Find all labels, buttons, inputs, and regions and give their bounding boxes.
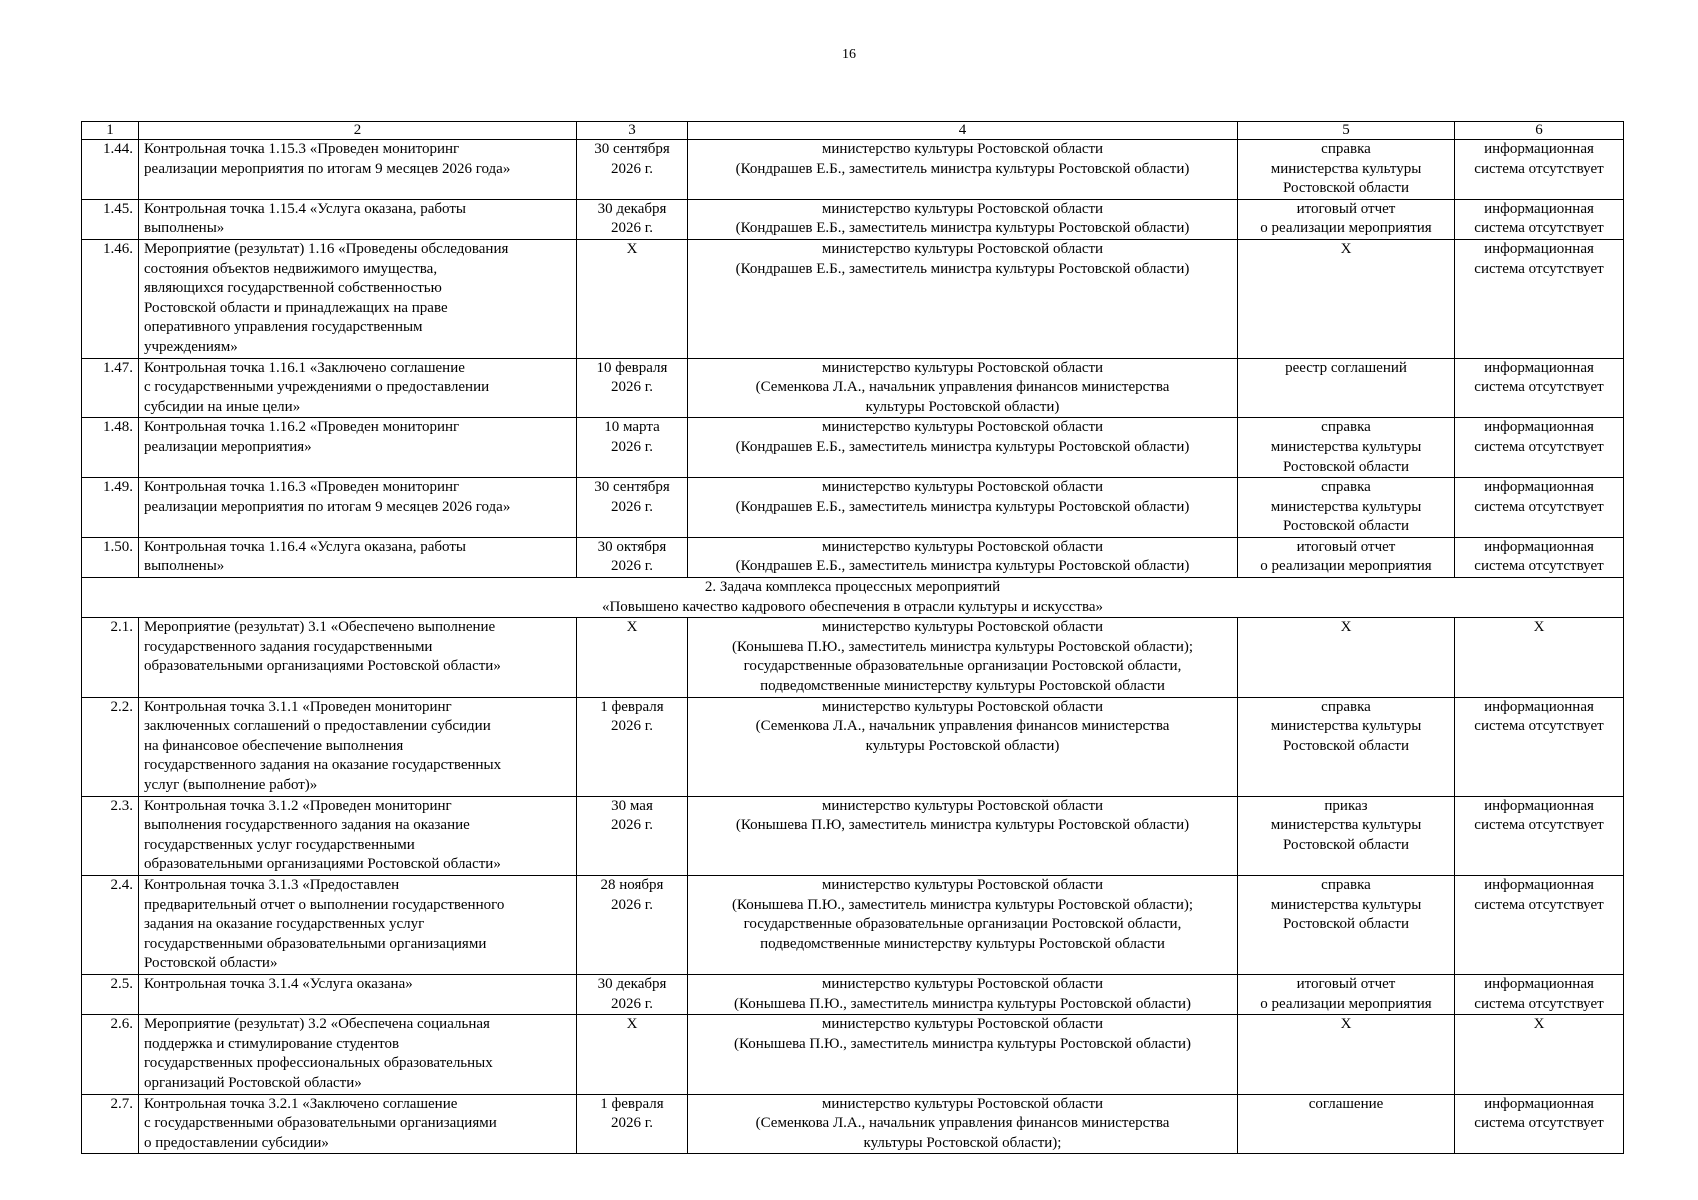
info-system-line: Х <box>1533 1016 1545 1033</box>
document-type-line: итоговый отчет <box>1296 200 1396 217</box>
event-name-line: Контрольная точка 1.16.4 «Услуга оказана, работы <box>144 538 466 555</box>
event-name-line: Контрольная точка 1.15.3 «Проведен мониторинг <box>144 141 460 157</box>
deadline-cell <box>577 796 688 875</box>
event-name-line: на финансовое обеспечение выполнения <box>144 737 404 754</box>
info-system-cell <box>1455 537 1624 577</box>
responsible-line: (Кондрашев Е.Б., заместитель министра культуры Ростовской области) <box>735 438 1190 455</box>
info-system-line: система отсутствует <box>1474 160 1604 177</box>
deadline-cell <box>577 697 688 796</box>
responsible-line: государственные образовательные организации Ростовской области, <box>743 916 1182 933</box>
responsible-cell <box>688 796 1238 875</box>
responsible-cell <box>688 1015 1238 1094</box>
responsible-line: (Кондрашев Е.Б., заместитель министра культуры Ростовской области) <box>735 220 1190 237</box>
responsible-line: подведомственные министерству культуры Ростовской области <box>760 935 1165 952</box>
event-name-cell <box>139 537 577 577</box>
deadline-cell <box>577 974 688 1014</box>
document-type-line: Х <box>1340 1016 1352 1033</box>
header-col-5: 5 <box>1238 122 1455 140</box>
event-name-line: выполнения государственного задания на оказание <box>144 817 470 834</box>
table-row <box>82 478 1624 538</box>
info-system-line: система отсутствует <box>1474 220 1604 237</box>
table-row <box>82 796 1624 875</box>
responsible-cell <box>688 697 1238 796</box>
deadline-line: 30 октября <box>597 538 667 555</box>
event-name-line: образовательными организациями Ростовской области» <box>144 658 501 675</box>
header-col-4: 4 <box>688 122 1238 140</box>
row-number-cell: 1.45. <box>82 199 139 239</box>
row-number-cell: 2.7. <box>82 1094 139 1154</box>
header-col-1: 1 <box>82 122 139 140</box>
responsible-cell <box>688 418 1238 478</box>
document-type-line: приказ <box>1324 797 1368 814</box>
section-title-line: 2. Задача комплекса процессных мероприятий <box>704 579 1001 596</box>
deadline-line: 2026 г. <box>611 896 653 913</box>
responsible-cell <box>688 537 1238 577</box>
responsible-line: министерство культуры Ростовской области <box>821 479 1104 496</box>
responsible-cell <box>688 618 1238 697</box>
document-type-cell <box>1238 537 1455 577</box>
table-row <box>82 875 1624 974</box>
row-number-cell: 1.44. <box>82 140 139 200</box>
deadline-line: 2026 г. <box>611 438 653 455</box>
document-type-cell <box>1238 796 1455 875</box>
document-type-line: о реализации мероприятия <box>1260 220 1432 237</box>
info-system-cell <box>1455 239 1624 358</box>
document-type-line: министерства культуры <box>1270 718 1422 735</box>
event-name-line: Контрольная точка 1.16.2 «Проведен мониторинг <box>144 419 460 436</box>
event-name-line: государственного задания на оказание государственных <box>144 757 502 774</box>
event-name-cell <box>139 1015 577 1094</box>
info-system-cell <box>1455 697 1624 796</box>
responsible-line: министерство культуры Ростовской области <box>821 538 1104 555</box>
deadline-cell <box>577 418 688 478</box>
document-type-line: Х <box>1340 619 1352 636</box>
info-system-line: информационная <box>1484 200 1594 217</box>
document-type-line: справка <box>1321 141 1371 157</box>
event-name-line: Ростовской области и принадлежащих на праве <box>144 299 448 316</box>
responsible-line: культуры Ростовской области); <box>863 1134 1062 1151</box>
event-name-line: Контрольная точка 1.16.1 «Заключено соглашение <box>144 359 465 376</box>
event-name-line: задания на оказание государственных услуг <box>144 916 425 933</box>
event-name-line: Контрольная точка 3.1.1 «Проведен мониторинг <box>144 698 452 715</box>
table-row <box>82 140 1624 200</box>
row-number-cell: 1.47. <box>82 358 139 418</box>
deadline-cell <box>577 358 688 418</box>
info-system-line: информационная <box>1484 240 1594 257</box>
responsible-line: (Кондрашев Е.Б., заместитель министра культуры Ростовской области) <box>735 160 1190 177</box>
deadline-line: 30 сентября <box>594 479 670 496</box>
info-system-line: информационная <box>1484 1095 1594 1112</box>
responsible-line: подведомственные министерству культуры Ростовской области <box>760 678 1165 695</box>
info-system-line: информационная <box>1484 419 1594 436</box>
document-type-line: министерства культуры <box>1270 438 1422 455</box>
deadline-line: 1 февраля <box>600 698 664 715</box>
event-name-cell <box>139 875 577 974</box>
event-name-line: государственных услуг государственными <box>144 836 415 853</box>
responsible-line: (Конышева П.Ю., заместитель министра культуры Ростовской области) <box>734 1035 1191 1052</box>
responsible-line: министерство культуры Ростовской области <box>821 698 1104 715</box>
event-name-line: реализации мероприятия по итогам 9 месяцев 2026 года» <box>144 160 511 177</box>
deadline-line: Х <box>626 240 638 257</box>
responsible-line: министерство культуры Ростовской области <box>821 619 1104 636</box>
document-type-line: Х <box>1340 240 1352 257</box>
event-name-cell <box>139 140 577 200</box>
row-number-cell: 1.46. <box>82 239 139 358</box>
responsible-line: (Конышева П.Ю., заместитель министра культуры Ростовской области); <box>731 896 1194 913</box>
deadline-line: 30 мая <box>611 797 653 814</box>
responsible-line: (Кондрашев Е.Б., заместитель министра культуры Ростовской области) <box>735 558 1190 575</box>
section-title-line: «Повышено качество кадрового обеспечения в отрасли культуры и искусства» <box>601 598 1104 615</box>
deadline-cell <box>577 537 688 577</box>
responsible-line: министерство культуры Ростовской области <box>821 975 1104 992</box>
page-number: 16 <box>842 47 856 62</box>
document-type-cell <box>1238 478 1455 538</box>
table-row <box>82 199 1624 239</box>
deadline-line: 10 февраля <box>596 359 668 376</box>
responsible-line: министерство культуры Ростовской области <box>821 141 1104 157</box>
deadline-line: 2026 г. <box>611 1115 653 1132</box>
info-system-line: информационная <box>1484 538 1594 555</box>
document-type-line: Ростовской области <box>1283 916 1409 933</box>
responsible-line: (Конышева П.Ю, заместитель министра культуры Ростовской области) <box>735 817 1190 834</box>
row-number-cell: 2.5. <box>82 974 139 1014</box>
document-type-line: соглашение <box>1308 1095 1384 1112</box>
deadline-line: 30 сентября <box>594 141 670 157</box>
deadline-cell <box>577 875 688 974</box>
responsible-line: министерство культуры Ростовской области <box>821 1016 1104 1033</box>
event-name-line: Контрольная точка 3.2.1 «Заключено соглашение <box>144 1095 458 1112</box>
responsible-cell <box>688 1094 1238 1154</box>
table-row <box>82 418 1624 478</box>
document-type-line: министерства культуры <box>1270 498 1422 515</box>
event-name-line: образовательными организациями Ростовской области» <box>144 856 501 873</box>
document-type-line: Ростовской области <box>1283 737 1409 754</box>
info-system-cell <box>1455 974 1624 1014</box>
document-type-line: справка <box>1321 419 1371 436</box>
event-name-line: выполнены» <box>144 558 225 575</box>
deadline-line: Х <box>626 1016 638 1033</box>
responsible-cell <box>688 478 1238 538</box>
table-row <box>82 697 1624 796</box>
event-name-line: организаций Ростовской области» <box>144 1074 362 1091</box>
info-system-line: система отсутствует <box>1474 379 1604 396</box>
info-system-line: Х <box>1533 619 1545 636</box>
deadline-line: 30 декабря <box>597 200 667 217</box>
responsible-line: (Конышева П.Ю., заместитель министра культуры Ростовской области); <box>731 638 1194 655</box>
table-row <box>82 537 1624 577</box>
event-name-line: с государственными учреждениями о предоставлении <box>144 379 490 396</box>
row-number-cell: 1.48. <box>82 418 139 478</box>
event-name-line: Мероприятие (результат) 3.1 «Обеспечено выполнение <box>144 619 496 636</box>
info-system-line: система отсутствует <box>1474 498 1604 515</box>
deadline-cell <box>577 199 688 239</box>
event-name-line: субсидии на иные цели» <box>144 398 301 415</box>
responsible-line: (Кондрашев Е.Б., заместитель министра культуры Ростовской области) <box>735 260 1190 277</box>
event-name-line: с государственными образовательными организациями <box>144 1115 497 1132</box>
info-system-cell <box>1455 358 1624 418</box>
event-name-line: реализации мероприятия по итогам 9 месяцев 2026 года» <box>144 498 511 515</box>
responsible-line: министерство культуры Ростовской области <box>821 876 1104 893</box>
info-system-line: информационная <box>1484 359 1594 376</box>
deadline-line: 2026 г. <box>611 160 653 177</box>
document-type-line: о реализации мероприятия <box>1260 558 1432 575</box>
responsible-line: культуры Ростовской области) <box>865 737 1060 754</box>
responsible-line: (Семенкова Л.А., начальник управления финансов министерства <box>755 1115 1170 1132</box>
header-col-2: 2 <box>139 122 577 140</box>
deadline-line: 1 февраля <box>600 1095 664 1112</box>
row-number-cell: 2.2. <box>82 697 139 796</box>
info-system-line: информационная <box>1484 975 1594 992</box>
row-number-cell: 2.6. <box>82 1015 139 1094</box>
document-type-line: справка <box>1321 479 1371 496</box>
deadline-cell <box>577 478 688 538</box>
event-name-line: Контрольная точка 1.15.4 «Услуга оказана, работы <box>144 200 466 217</box>
document-type-cell <box>1238 1015 1455 1094</box>
info-system-line: система отсутствует <box>1474 995 1604 1012</box>
info-system-line: система отсутствует <box>1474 1115 1604 1132</box>
responsible-line: (Семенкова Л.А., начальник управления финансов министерства <box>755 718 1170 735</box>
document-type-cell <box>1238 358 1455 418</box>
info-system-line: информационная <box>1484 479 1594 496</box>
deadline-line: 30 декабря <box>597 975 667 992</box>
responsible-line: министерство культуры Ростовской области <box>821 359 1104 376</box>
responsible-line: министерство культуры Ростовской области <box>821 797 1104 814</box>
document-type-line: министерства культуры <box>1270 817 1422 834</box>
info-system-line: система отсутствует <box>1474 438 1604 455</box>
event-name-line: предварительный отчет о выполнении государственного <box>144 896 505 913</box>
row-number-cell: 2.3. <box>82 796 139 875</box>
info-system-line: информационная <box>1484 876 1594 893</box>
deadline-cell <box>577 239 688 358</box>
deadline-line: 2026 г. <box>611 558 653 575</box>
event-name-cell <box>139 618 577 697</box>
responsible-line: министерство культуры Ростовской области <box>821 200 1104 217</box>
deadline-line: Х <box>626 619 638 636</box>
responsible-line: (Семенкова Л.А., начальник управления финансов министерства <box>755 379 1170 396</box>
responsible-cell <box>688 358 1238 418</box>
event-name-cell <box>139 697 577 796</box>
document-type-cell <box>1238 697 1455 796</box>
info-system-line: информационная <box>1484 698 1594 715</box>
responsible-line: (Конышева П.Ю., заместитель министра культуры Ростовской области) <box>734 995 1191 1012</box>
event-name-line: поддержка и стимулирование студентов <box>144 1035 400 1052</box>
event-name-line: выполнены» <box>144 220 225 237</box>
event-name-line: учреждениям» <box>144 338 238 355</box>
document-type-cell <box>1238 140 1455 200</box>
event-name-cell <box>139 796 577 875</box>
info-system-cell <box>1455 875 1624 974</box>
event-name-line: Контрольная точка 3.1.4 «Услуга оказана» <box>144 975 413 992</box>
document-type-cell <box>1238 418 1455 478</box>
deadline-line: 2026 г. <box>611 817 653 834</box>
table-row <box>82 358 1624 418</box>
responsible-line: министерство культуры Ростовской области <box>821 1095 1104 1112</box>
event-name-line: услуг (выполнение работ)» <box>144 777 318 793</box>
event-name-line: заключенных соглашений о предоставлении субсидии <box>144 718 491 735</box>
deadline-line: 28 ноября <box>600 876 664 893</box>
event-name-line: Контрольная точка 1.16.3 «Проведен мониторинг <box>144 479 460 496</box>
document-type-cell <box>1238 618 1455 697</box>
info-system-line: система отсутствует <box>1474 558 1604 575</box>
event-name-line: Контрольная точка 3.1.2 «Проведен мониторинг <box>144 797 452 814</box>
document-type-line: реестр соглашений <box>1285 359 1407 376</box>
document-type-line: справка <box>1321 698 1371 715</box>
document-type-cell <box>1238 239 1455 358</box>
document-type-line: министерства культуры <box>1270 160 1422 177</box>
header-col-6: 6 <box>1455 122 1624 140</box>
section-row <box>82 578 1624 618</box>
event-name-cell <box>139 199 577 239</box>
info-system-line: информационная <box>1484 797 1594 814</box>
deadline-line: 2026 г. <box>611 220 653 237</box>
event-name-cell <box>139 1094 577 1154</box>
info-system-cell <box>1455 140 1624 200</box>
document-type-cell <box>1238 1094 1455 1154</box>
responsible-line: министерство культуры Ростовской области <box>821 419 1104 436</box>
info-system-cell <box>1455 1015 1624 1094</box>
table-row <box>82 974 1624 1014</box>
deadline-cell <box>577 140 688 200</box>
info-system-line: система отсутствует <box>1474 718 1604 735</box>
document-type-line: министерства культуры <box>1270 896 1422 913</box>
event-name-line: Мероприятие (результат) 3.2 «Обеспечена социальная <box>144 1016 490 1033</box>
document-type-line: итоговый отчет <box>1296 538 1396 555</box>
event-name-line: реализации мероприятия» <box>144 438 312 455</box>
event-name-cell <box>139 478 577 538</box>
document-type-cell <box>1238 875 1455 974</box>
deadline-cell <box>577 1015 688 1094</box>
document-type-line: Ростовской области <box>1283 180 1409 197</box>
deadline-line: 2026 г. <box>611 718 653 735</box>
row-number-cell: 2.1. <box>82 618 139 697</box>
deadline-line: 2026 г. <box>611 498 653 515</box>
event-name-cell <box>139 974 577 1014</box>
document-type-cell <box>1238 974 1455 1014</box>
responsible-line: министерство культуры Ростовской области <box>821 240 1104 257</box>
info-system-line: система отсутствует <box>1474 260 1604 277</box>
event-name-line: государственных профессиональных образовательных <box>144 1055 493 1072</box>
event-name-line: оперативного управления государственным <box>144 319 423 336</box>
row-number-cell: 2.4. <box>82 875 139 974</box>
responsible-cell <box>688 974 1238 1014</box>
event-name-line: Ростовской области» <box>144 955 278 972</box>
section-title <box>82 578 1624 618</box>
event-name-line: государственными образовательными организациями <box>144 935 487 952</box>
info-system-line: информационная <box>1484 141 1594 157</box>
responsible-cell <box>688 199 1238 239</box>
responsible-cell <box>688 239 1238 358</box>
row-number-cell: 1.49. <box>82 478 139 538</box>
info-system-cell <box>1455 796 1624 875</box>
info-system-cell <box>1455 478 1624 538</box>
responsible-cell <box>688 140 1238 200</box>
table-row <box>82 1094 1624 1154</box>
responsible-line: (Кондрашев Е.Б., заместитель министра культуры Ростовской области) <box>735 498 1190 515</box>
document-type-cell <box>1238 199 1455 239</box>
deadline-line: 2026 г. <box>611 995 653 1012</box>
deadline-line: 2026 г. <box>611 379 653 396</box>
table-row <box>82 1015 1624 1094</box>
document-type-line: справка <box>1321 876 1371 893</box>
table-row <box>82 618 1624 697</box>
info-system-cell <box>1455 618 1624 697</box>
deadline-line: 10 марта <box>604 419 660 436</box>
responsible-line: государственные образовательные организации Ростовской области, <box>743 658 1182 675</box>
document-type-line: Ростовской области <box>1283 518 1409 535</box>
event-name-cell <box>139 239 577 358</box>
event-name-line: являющихся государственной собственностью <box>144 280 442 297</box>
deadline-cell <box>577 1094 688 1154</box>
event-name-cell <box>139 358 577 418</box>
document-type-line: Ростовской области <box>1283 836 1409 853</box>
document-type-line: о реализации мероприятия <box>1260 995 1432 1012</box>
event-name-line: Контрольная точка 3.1.3 «Предоставлен <box>144 876 400 893</box>
info-system-cell <box>1455 199 1624 239</box>
plan-table <box>81 121 1624 1154</box>
event-name-line: Мероприятие (результат) 1.16 «Проведены обследования <box>144 240 509 257</box>
event-name-line: о предоставлении субсидии» <box>144 1134 329 1151</box>
document-type-line: итоговый отчет <box>1296 975 1396 992</box>
info-system-cell <box>1455 1094 1624 1154</box>
event-name-line: государственного задания государственными <box>144 638 433 655</box>
responsible-cell <box>688 875 1238 974</box>
event-name-cell <box>139 418 577 478</box>
header-col-3: 3 <box>577 122 688 140</box>
info-system-cell <box>1455 418 1624 478</box>
row-number-cell: 1.50. <box>82 537 139 577</box>
info-system-line: система отсутствует <box>1474 896 1604 913</box>
deadline-cell <box>577 618 688 697</box>
info-system-line: система отсутствует <box>1474 817 1604 834</box>
document-type-line: Ростовской области <box>1283 458 1409 475</box>
responsible-line: культуры Ростовской области) <box>865 398 1060 415</box>
table-header-row <box>82 122 1624 140</box>
event-name-line: состояния объектов недвижимого имущества, <box>144 260 438 277</box>
plan-table-body <box>82 122 1624 1154</box>
table-row <box>82 239 1624 358</box>
